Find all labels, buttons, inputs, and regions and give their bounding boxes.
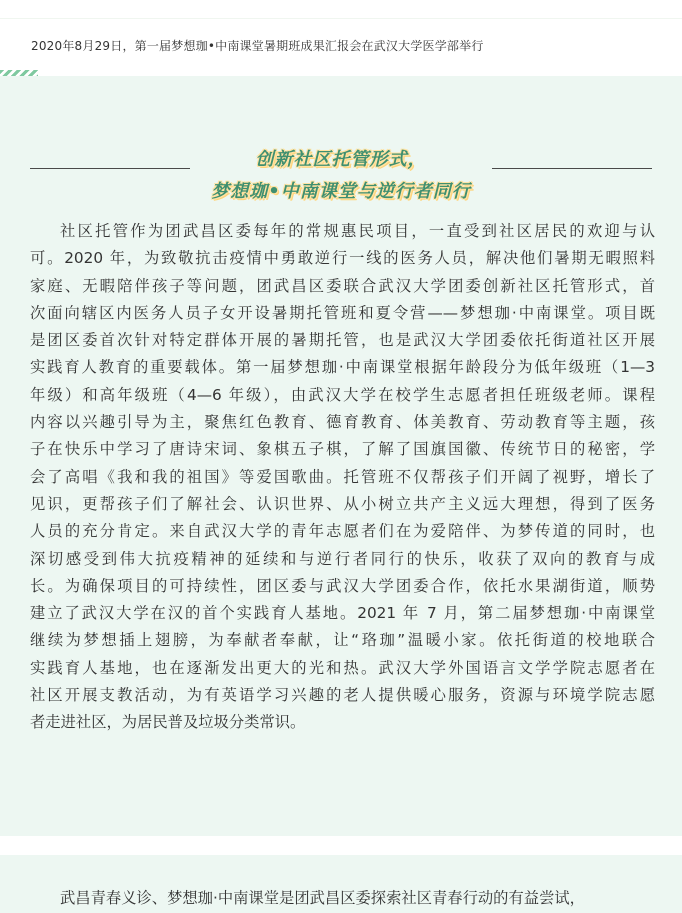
- photo-caption: 2020年8月29日，第一届梦想珈•中南课堂暑期班成果汇报会在武汉大学医学部举行: [31, 39, 484, 53]
- paragraph-line: 实践育人基地，也在逐渐发出更大的光和热。武汉大学外国语言文学学院志愿者在: [30, 658, 655, 677]
- section-title-line2: 梦想珈•中南课堂与逆行者同行: [211, 181, 471, 202]
- paragraph-line: 可。2020 年，为致敬抗击疫情中勇敢逆行一线的医务人员，解决他们暑期无暇照料: [30, 249, 655, 268]
- paragraph-line: 长。为确保项目的可持续性，团区委与武汉大学团委合作，依托水果湖街道，顺势: [30, 576, 655, 595]
- paragraph-line: 建立了武汉大学在汉的首个实践育人基地。2021 年 7 月，第二届梦想珈·中南课堂: [30, 604, 655, 623]
- paragraph-line: 会了高唱《我和我的祖国》等爱国歌曲。托管班不仅帮孩子们开阔了视野，增长了: [30, 467, 655, 486]
- paragraph-line: 继续为梦想插上翅膀，为奉献者奉献，让“珞珈”温暖小家。依托街道的校地联合: [30, 631, 655, 650]
- article-paragraph: [30, 218, 655, 737]
- paragraph-line: 见识，更帮孩子们了解社会、认识世界、从小树立共产主义远大理想，得到了医务: [30, 494, 655, 513]
- paragraph-line: 实践育人教育的重要载体。第一届梦想珈·中南课堂根据年龄段分为低年级班（1—3: [30, 358, 655, 377]
- paragraph-line: 家庭、无暇陪伴孩子等问题，团武昌区委联合武汉大学团委创新社区托管形式，首: [30, 276, 655, 295]
- paragraph-line: 年级）和高年级班（4—6 年级），由武汉大学在校学生志愿者担任班级老师。课程: [30, 385, 655, 404]
- section-title-line1: 创新社区托管形式，: [255, 149, 427, 170]
- paragraph-line: 者走进社区，为居民普及垃圾分类常识。: [30, 713, 306, 732]
- paragraph-line: 内容以兴趣引导为主，聚焦红色教育、德育教育、体美教育、劳动教育等主题，孩: [30, 413, 655, 432]
- paragraph-line: 人员的充分肯定。来自武汉大学的青年志愿者们在为爱陪伴、为梦传道的同时，也: [30, 522, 655, 541]
- paragraph-line: 子在快乐中学习了唐诗宋词、象棋五子棋，了解了国旗国徽、传统节日的秘密，学: [30, 440, 655, 459]
- paragraph-line: 是团区委首次针对特定群体开展的暑期托管，也是武汉大学团委依托街道社区开展: [30, 331, 655, 350]
- section-title: [0, 140, 682, 210]
- next-paragraph-first-line: 武昌青春义诊、梦想珈·中南课堂是团武昌区委探索社区青春行动的有益尝试，: [60, 889, 585, 907]
- paragraph-line: 社区开展支教活动，为有英语学习兴趣的老人提供暖心服务，资源与环境学院志愿: [30, 686, 655, 705]
- paragraph-line: 深切感受到伟大抗疫精神的延续和与逆行者同行的快乐，收获了双向的教育与成: [30, 549, 655, 568]
- photo-caption-bar: [0, 18, 682, 67]
- paragraph-line: 次面向辖区内医务人员子女开设暑期托管班和夏令营——梦想珈·中南课堂。项目既: [30, 303, 655, 322]
- paragraph-line: 社区托管作为团武昌区委每年的常规惠民项目，一直受到社区居民的欢迎与认: [60, 222, 655, 240]
